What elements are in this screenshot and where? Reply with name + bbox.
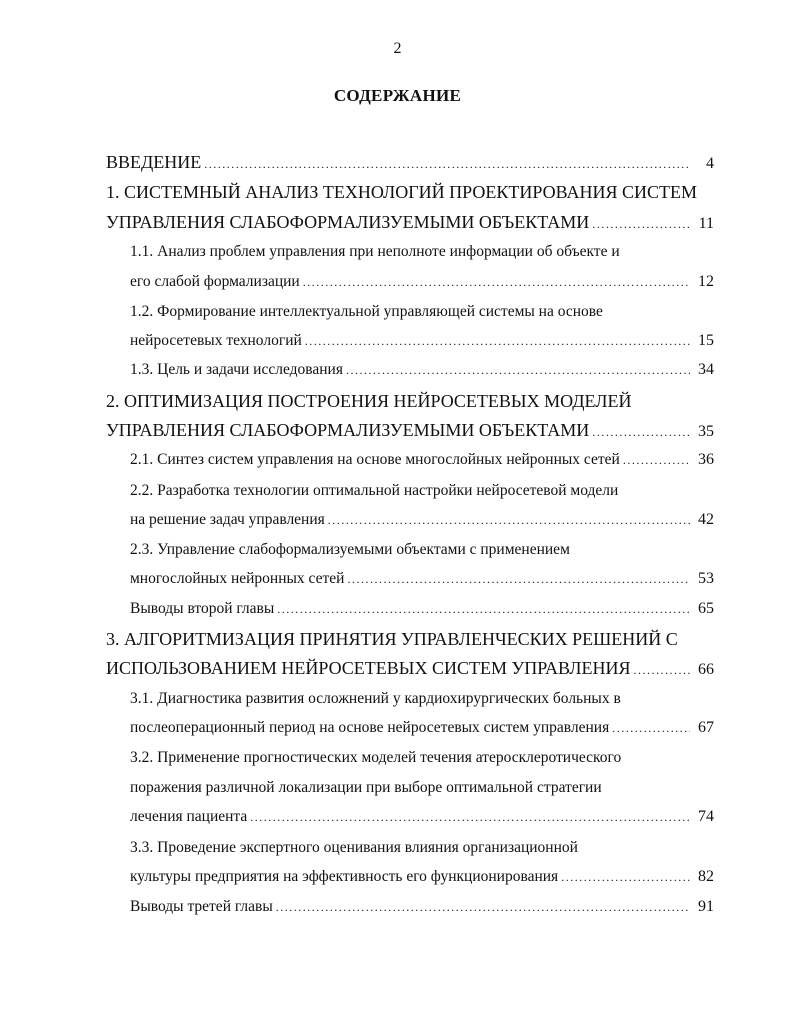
toc-entry-text: культуры предприятия на эффективность его функционирования [130, 868, 559, 885]
toc-leader-dots [592, 212, 690, 236]
toc-entry-page: 82 [698, 868, 714, 885]
toc-leader-dots [347, 567, 690, 591]
toc-entry-text: 3.2. Применение прогностических моделей течения атеросклеротического [130, 749, 622, 766]
toc-entry-section-3-1-cont [130, 716, 714, 740]
toc-entry-page: 12 [698, 273, 714, 290]
toc-entry-conclusions-3 [130, 895, 714, 919]
toc-leader-dots [612, 716, 690, 740]
toc-leader-dots [276, 895, 690, 919]
toc-entry-text: нейросетевых технологий [130, 332, 302, 349]
toc-entry-text: УПРАВЛЕНИЯ СЛАБОФОРМАЛИЗУЕМЫМИ ОБЪЕКТАМИ [106, 212, 590, 232]
toc-leader-dots [346, 358, 690, 382]
toc-leader-dots [250, 805, 690, 829]
toc-entry-chapter-2 [106, 389, 714, 413]
toc-entry-section-1-3 [130, 358, 714, 382]
toc-entry-section-3-3 [130, 836, 714, 860]
toc-entry-text: УПРАВЛЕНИЯ СЛАБОФОРМАЛИЗУЕМЫМИ ОБЪЕКТАМИ [106, 420, 590, 440]
toc-leader-dots [305, 329, 690, 353]
toc-entry-section-3-3-cont [130, 865, 714, 889]
toc-entry-section-2-3-cont [130, 567, 714, 591]
toc-leader-dots [561, 865, 690, 889]
toc-entry-page: 4 [706, 155, 714, 172]
toc-entry-section-1-2 [130, 300, 714, 324]
toc-entry-text: ВВЕДЕНИЕ [106, 152, 202, 172]
toc-entry-section-3-2 [130, 746, 714, 770]
toc-leader-dots [303, 270, 690, 294]
toc-entry-text: ИСПОЛЬЗОВАНИЕМ НЕЙРОСЕТЕВЫХ СИСТЕМ УПРАВЛЕНИЯ [106, 658, 631, 678]
toc-title: СОДЕРЖАНИЕ [333, 86, 462, 105]
toc-entry-page: 65 [698, 600, 714, 617]
toc-entry-text: 1.3. Цель и задачи исследования [130, 361, 343, 378]
toc-entry-introduction [106, 150, 714, 174]
toc-entry-text: Выводы второй главы [130, 600, 275, 617]
toc-entry-page: 74 [698, 808, 714, 825]
toc-leader-dots [277, 597, 690, 621]
toc-leader-dots [592, 420, 690, 444]
toc-entry-text: его слабой формализации [130, 273, 300, 290]
toc-entry-chapter-2-cont [106, 418, 714, 442]
toc-entry-page: 42 [698, 511, 714, 528]
toc-entry-page: 34 [698, 361, 714, 378]
toc-entry-section-1-1 [130, 240, 714, 264]
toc-entry-section-1-2-cont [130, 329, 714, 353]
toc-entry-chapter-3-cont [106, 656, 714, 680]
toc-entry-section-2-2-cont [130, 508, 714, 532]
toc-entry-page: 11 [698, 215, 714, 232]
toc-entry-text: 2.2. Разработка технологии оптимальной настройки нейросетевой модели [130, 482, 619, 499]
toc-entry-page: 91 [698, 898, 714, 915]
toc-entry-text: Выводы третей главы [130, 898, 273, 915]
toc-entry-text: на решение задач управления [130, 511, 325, 528]
toc-entry-section-2-3 [130, 538, 714, 562]
toc-entry-text: 1.1. Анализ проблем управления при неполноте информации об объекте и [130, 243, 620, 260]
toc-entry-chapter-3 [106, 627, 714, 651]
toc-entry-text: 2.3. Управление слабоформализуемыми объектами с применением [130, 541, 570, 558]
toc-leader-dots [623, 448, 690, 472]
toc-entry-chapter-1 [106, 180, 714, 204]
toc-entry-text: 1. СИСТЕМНЫЙ АНАЛИЗ ТЕХНОЛОГИЙ ПРОЕКТИРОВАНИЯ СИСТЕМ [106, 182, 697, 202]
page-number: 2 [393, 40, 402, 57]
toc-entry-page: 53 [698, 570, 714, 587]
toc-entry-section-1-1-cont [130, 270, 714, 294]
toc-entry-section-3-1 [130, 687, 714, 711]
toc-leader-dots [328, 508, 690, 532]
toc-entry-conclusions-2 [130, 597, 714, 621]
toc-entry-text: послеоперационный период на основе нейросетевых систем управления [130, 719, 610, 736]
toc-entry-section-3-2-cont [130, 776, 714, 800]
toc-leader-dots [204, 152, 690, 176]
toc-entry-text: лечения пациента [130, 808, 248, 825]
toc-entry-text: поражения различной локализации при выборе оптимальной стратегии [130, 779, 602, 796]
toc-entry-text: 1.2. Формирование интеллектуальной управляющей системы на основе [130, 303, 603, 320]
toc-entry-page: 36 [698, 451, 714, 468]
toc-entry-text: 2. ОПТИМИЗАЦИЯ ПОСТРОЕНИЯ НЕЙРОСЕТЕВЫХ МОДЕЛЕЙ [106, 391, 632, 411]
toc-entry-page: 66 [698, 661, 714, 678]
toc-entry-text: 2.1. Синтез систем управления на основе многослойных нейронных сетей [130, 451, 620, 468]
toc-leader-dots [633, 658, 690, 682]
toc-entry-chapter-1-cont [106, 210, 714, 234]
toc-entry-text: 3. АЛГОРИТМИЗАЦИЯ ПРИНЯТИЯ УПРАВЛЕНЧЕСКИХ РЕШЕНИЙ С [106, 629, 678, 649]
toc-entry-page: 15 [698, 332, 714, 349]
toc-entry-text: 3.1. Диагностика развития осложнений у кардиохирургических больных в [130, 690, 621, 707]
toc-entry-text: многослойных нейронных сетей [130, 570, 345, 587]
toc-entry-section-2-1 [130, 448, 714, 472]
toc-entry-page: 35 [698, 423, 714, 440]
toc-entry-section-3-2-end [130, 805, 714, 829]
toc-entry-text: 3.3. Проведение экспертного оценивания влияния организационной [130, 839, 578, 856]
toc-entry-page: 67 [698, 719, 714, 736]
toc-entry-section-2-2 [130, 479, 714, 503]
